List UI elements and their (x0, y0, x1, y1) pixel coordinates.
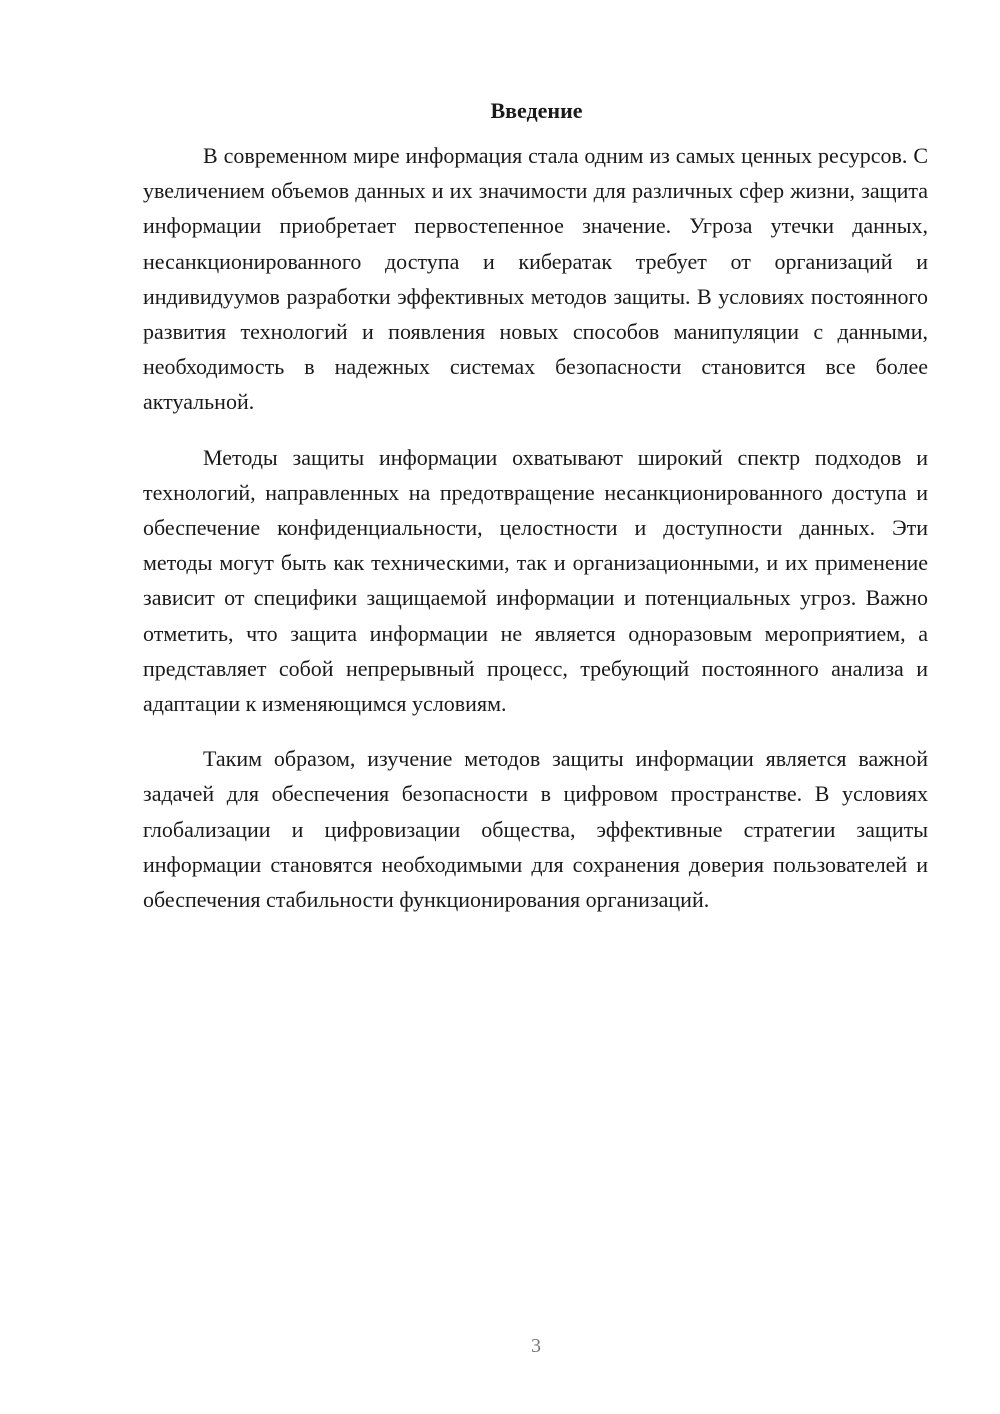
paragraph-2: Методы защиты информации охватывают широкий спектр подходов и технологий, направленных на предотвращение несанкционированного доступа и обеспечение конфиденциальности, целостности и доступности данных. Эти методы могут быть как техническими, так и организационными, и их применение зависит от специфики защищаемой информации и потенциальных угроз. Важно отметить, что защита информации не является одноразовым мероприятием, а представляет собой непрерывный процесс, требующий постоянного анализа и адаптации к изменяющимся условиям. (143, 444, 928, 717)
paragraph-3: Таким образом, изучение методов защиты информации является важной задачей для обеспечения безопасности в цифровом пространстве. В условиях глобализации и цифровизации общества, эффективные стратегии защиты информации становятся необходимыми для сохранения доверия пользователей и обеспечения стабильности функционирования организаций. (143, 746, 928, 913)
page-number: 3 (531, 1335, 541, 1357)
paragraph-1: В современном мире информация стала одним из самых ценных ресурсов. С увеличением объемов данных и их значимости для различных сфер жизни, защита информации приобретает первостепенное значение. Угроза утечки данных, несанкционированного доступа и кибератак требует от организаций и индивидуумов разработки эффективных методов защиты. В условиях постоянного развития технологий и появления новых способов манипуляции с данными, необходимость в надежных системах безопасности становится все более актуальной. (143, 143, 928, 415)
page-content (143, 96, 928, 917)
section-title: Введение (490, 98, 583, 123)
